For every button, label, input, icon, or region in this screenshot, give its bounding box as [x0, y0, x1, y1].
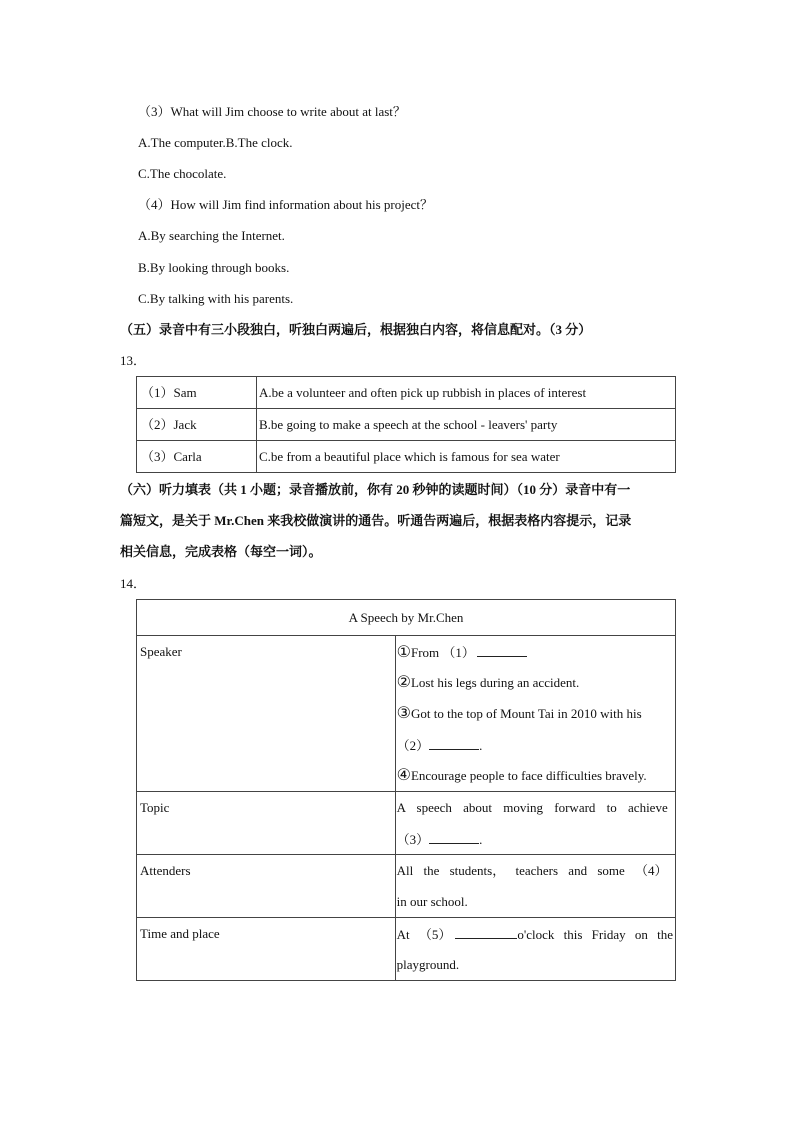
topic-label: Topic — [140, 800, 170, 815]
question-3-options-ab: A.The computer.B.The clock. — [138, 135, 293, 150]
question-13-number: 13． — [120, 353, 147, 368]
matching-info: C.be from a beautiful place which is famous for sea water — [259, 449, 560, 464]
table-row — [137, 636, 676, 792]
section-6-heading-line-3: 相关信息，完成表格（每空一词）。 — [120, 544, 322, 559]
table-title: A Speech by Mr.Chen — [348, 609, 464, 625]
table-row — [137, 600, 676, 636]
matching-name-cell — [137, 441, 257, 473]
attenders-label: Attenders — [140, 863, 191, 878]
question-4-text: （4）How will Jim find information about his project？ — [138, 197, 433, 212]
question-3-option-c: C.The chocolate. — [138, 166, 227, 181]
matching-name: （1）Sam — [141, 385, 197, 400]
answer-blank-1[interactable] — [477, 644, 527, 657]
attenders-line-2: in our school. — [396, 894, 468, 909]
question-3-text: （3）What will Jim choose to write about at last？ — [138, 104, 406, 119]
speaker-item-text: Lost his legs during an accident. — [410, 675, 580, 690]
circled-number-2: ② — [396, 674, 411, 691]
time-label-cell — [137, 918, 396, 981]
question-4-option-b: B.By looking through books. — [138, 260, 290, 275]
circled-number-3: ③ — [396, 705, 411, 722]
topic-label-cell — [137, 792, 396, 855]
time-line-2: playground. — [396, 957, 460, 972]
speaker-item-2 — [397, 667, 673, 698]
matching-name-cell — [137, 377, 257, 409]
matching-info-cell — [257, 377, 676, 409]
table-title-cell — [137, 600, 676, 636]
speaker-item-1 — [397, 636, 673, 667]
attenders-label-cell — [137, 855, 396, 918]
question-4-option-c: C.By talking with his parents. — [138, 291, 294, 306]
matching-name: （2）Jack — [141, 417, 197, 432]
attenders-details-cell — [395, 855, 675, 918]
speaker-item-text: Got to the top of Mount Tai in 2010 with his — [410, 706, 642, 721]
table-row — [137, 918, 676, 981]
table-row — [137, 441, 676, 473]
topic-line-2 — [397, 823, 673, 854]
speaker-item-text: Encourage people to face difficulties bravely. — [410, 768, 647, 783]
section-6-heading-line-1: （六）听力填表（共 1 小题；录音播放前，你有 20 秒钟的读题时间）（10 分）录音中有一 — [120, 482, 631, 497]
time-details-cell — [395, 918, 675, 981]
speaker-item-3-cont — [397, 729, 673, 760]
speaker-details-cell — [395, 636, 675, 792]
section-6-heading-line-2: 篇短文，是关于 Mr.Chen 来我校做演讲的通告。听通告两遍后，根据表格内容提示，记录 — [120, 513, 632, 528]
time-line-1 — [397, 918, 673, 949]
topic-blank-label: （3） — [396, 832, 430, 847]
matching-info: A.be a volunteer and often pick up rubbish in places of interest — [259, 385, 587, 400]
matching-info-cell — [257, 441, 676, 473]
time-suffix: o'clock this Friday on the — [517, 927, 673, 942]
period: . — [479, 738, 483, 753]
speaker-item-3 — [397, 698, 673, 729]
answer-blank-5[interactable] — [455, 926, 517, 939]
answer-blank-3[interactable] — [429, 831, 479, 844]
period: . — [479, 832, 483, 847]
table-row — [137, 409, 676, 441]
time-label: Time and place — [140, 926, 220, 941]
section-5-heading: （五）录音中有三小段独白，听独白两遍后，根据独白内容，将信息配对。（3 分） — [120, 322, 592, 337]
attenders-line-1: All the students， teachers and some （4） — [396, 863, 668, 878]
matching-name: （3）Carla — [141, 449, 202, 464]
fill-in-table — [136, 599, 676, 981]
speaker-item-4 — [397, 760, 673, 791]
circled-number-1: ① — [396, 644, 411, 661]
matching-name-cell — [137, 409, 257, 441]
topic-line-1: A speech about moving forward to achieve — [396, 800, 668, 815]
matching-table — [136, 376, 676, 473]
speaker-item-text: （2） — [396, 738, 430, 753]
speaker-item-text: From （1） — [410, 645, 475, 660]
speaker-label: Speaker — [140, 644, 182, 659]
topic-details-cell — [395, 792, 675, 855]
table-row — [137, 855, 676, 918]
table-row — [137, 792, 676, 855]
speaker-label-cell — [137, 636, 396, 792]
table-row — [137, 377, 676, 409]
circled-number-4: ④ — [396, 767, 411, 784]
time-prefix: At （5） — [396, 927, 452, 942]
answer-blank-2[interactable] — [429, 737, 479, 750]
matching-info-cell — [257, 409, 676, 441]
question-4-option-a: A.By searching the Internet. — [138, 228, 285, 243]
matching-info: B.be going to make a speech at the school - leavers' party — [259, 417, 558, 432]
question-14-number: 14． — [120, 576, 147, 591]
